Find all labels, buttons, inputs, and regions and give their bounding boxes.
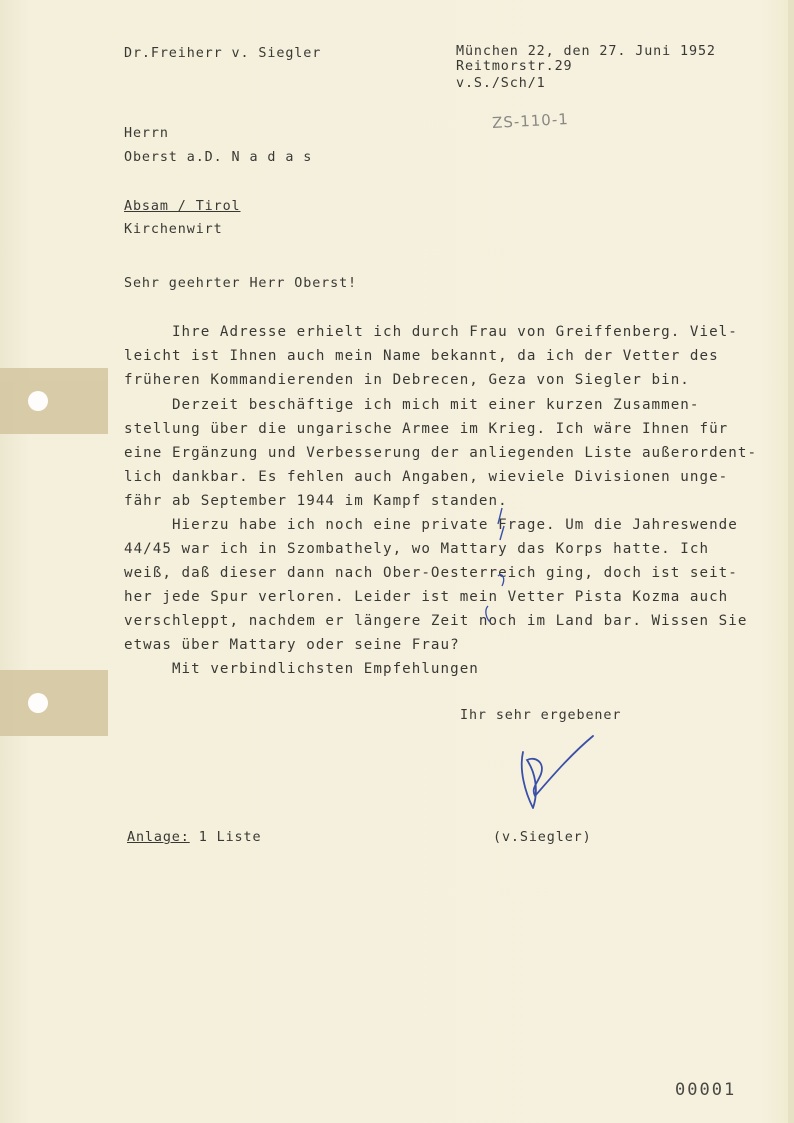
signature-typed-name: (v.Siegler) xyxy=(493,830,592,845)
archive-pencil-note: ZS-110-1 xyxy=(491,110,570,132)
sender-street: Reitmorstr.29 xyxy=(456,59,573,74)
sender-name: Dr.Freiherr v. Siegler xyxy=(124,46,322,61)
body-line: Derzeit beschäftige ich mich mit einer kurzen Zusammen- xyxy=(124,397,700,413)
enclosure-line xyxy=(127,830,261,846)
recipient-name: Oberst a.D. N a d a s xyxy=(124,150,313,165)
binding-tape-top xyxy=(0,368,108,434)
body-line: weiß, daß dieser dann nach Ober-Oesterreich ging, doch ist seit- xyxy=(124,565,738,581)
body-line: eine Ergänzung und Verbesserung der anliegenden Liste außerordent- xyxy=(124,445,758,461)
binding-tape-bottom xyxy=(0,670,108,736)
body-line: her jede Spur verloren. Leider ist mein Vetter Pista Kozma auch xyxy=(124,589,729,605)
enclosure-label: Anlage: xyxy=(127,830,190,845)
punch-hole-top xyxy=(28,391,48,411)
recipient-town: Absam / Tirol xyxy=(124,199,241,214)
recipient-venue: Kirchenwirt xyxy=(124,222,223,237)
handwritten-signature xyxy=(505,730,605,816)
body-line: Hierzu habe ich noch eine private Frage. Um die Jahreswende xyxy=(124,517,738,533)
body-line: fähr ab September 1944 im Kampf standen. xyxy=(124,493,508,509)
greeting: Sehr geehrter Herr Oberst! xyxy=(124,276,358,291)
body-line: Ihre Adresse erhielt ich durch Frau von Greiffenberg. Viel- xyxy=(124,324,738,340)
place-date: München 22, den 27. Juni 1952 xyxy=(456,44,716,59)
reference-code: v.S./Sch/1 xyxy=(456,76,546,91)
punch-hole-bottom xyxy=(28,693,48,713)
recipient-salutation: Herrn xyxy=(124,126,169,141)
body-line: früheren Kommandierenden in Debrecen, Geza von Siegler bin. xyxy=(124,372,690,388)
closing-phrase: Ihr sehr ergebener xyxy=(460,708,622,723)
body-line: etwas über Mattary oder seine Frau? xyxy=(124,637,460,653)
body-line: Mit verbindlichsten Empfehlungen xyxy=(124,661,479,677)
ink-corrections xyxy=(476,506,516,626)
body-line: stellung über die ungarische Armee im Krieg. Ich wäre Ihnen für xyxy=(124,421,729,437)
body-line: leicht ist Ihnen auch mein Name bekannt, da ich der Vetter des xyxy=(124,348,719,364)
paper-edge xyxy=(788,0,794,1123)
enclosure-value: 1 Liste xyxy=(189,830,262,845)
archive-number: 00001 xyxy=(675,1080,737,1100)
body-line: lich dankbar. Es fehlen auch Angaben, wieviele Divisionen unge- xyxy=(124,469,729,485)
body-line: verschleppt, nachdem er längere Zeit noch im Land bar. Wissen Sie xyxy=(124,613,748,629)
body-line: 44/45 war ich in Szombathely, wo Mattary das Korps hatte. Ich xyxy=(124,541,710,557)
